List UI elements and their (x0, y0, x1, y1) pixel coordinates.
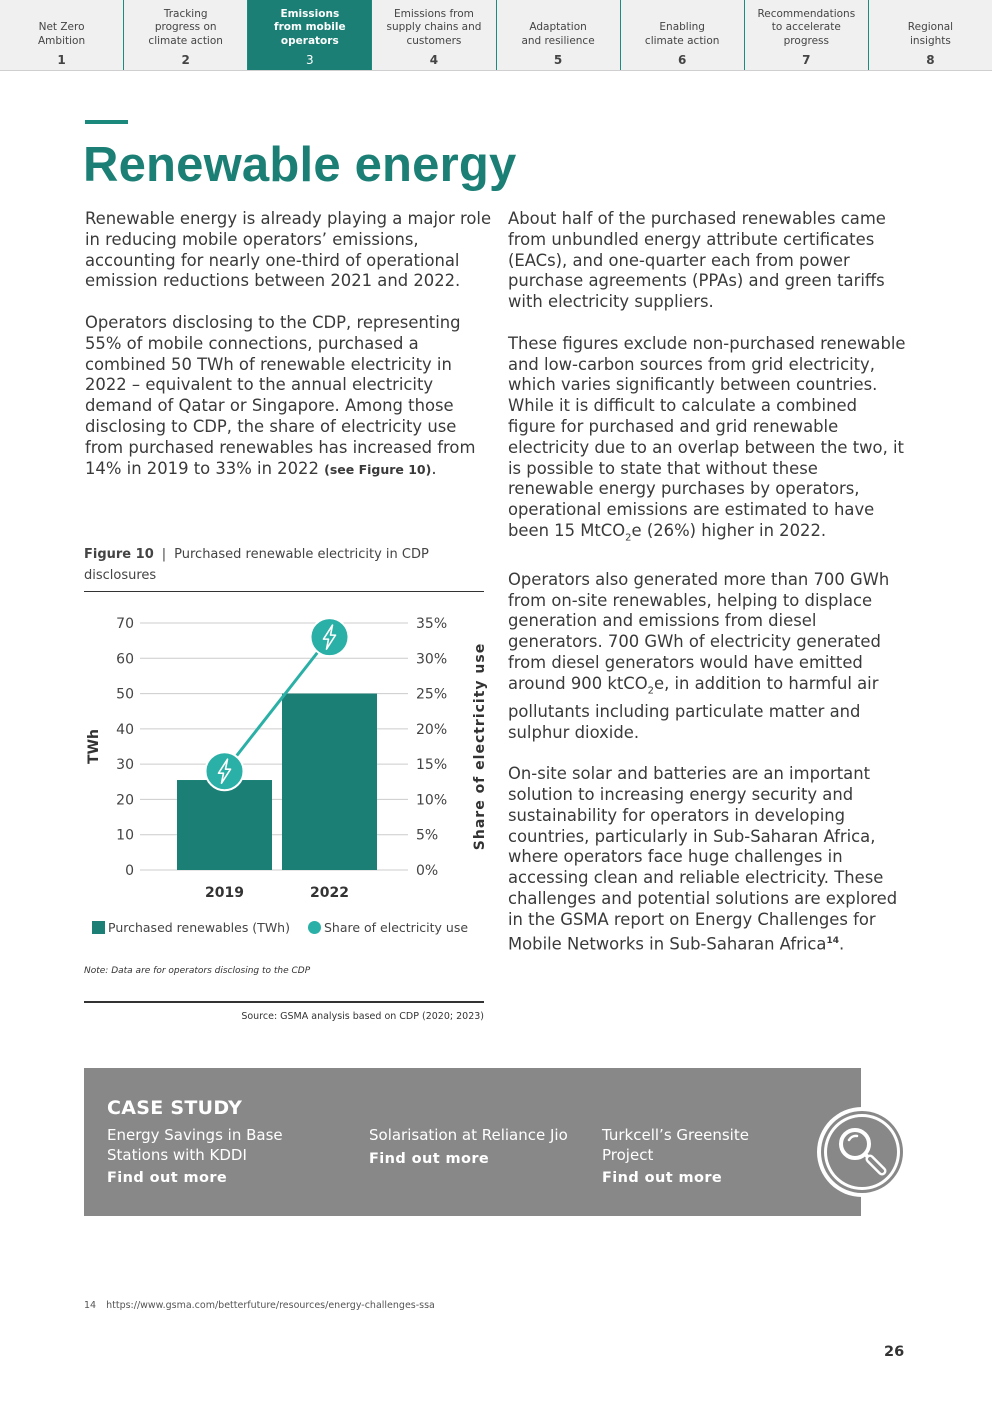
nav-tab-4[interactable] (372, 0, 496, 70)
nav-tab-2[interactable] (124, 0, 248, 70)
footnote-ref[interactable]: 14 (826, 935, 839, 946)
page-number: 26 (884, 1344, 905, 1360)
legend-item-share (308, 920, 468, 935)
left-column (85, 209, 495, 501)
nav-tab-number: 7 (802, 53, 811, 67)
y-right-tick-label: 15% (416, 757, 448, 774)
right-paragraph-1: About half of the purchased renewables came from unbundled energy attribute certificates (EACs), and one-quarter each from power purchase agreements (PPAs) and green tariffs with electricity suppliers. (508, 209, 886, 312)
figure-source: Source: GSMA analysis based on CDP (2020; 2023) (241, 1011, 484, 1022)
find-out-more-link-turkcell[interactable]: Find out more (602, 1170, 723, 1186)
nav-tab-5[interactable] (497, 0, 621, 70)
right-paragraph-2: These figures exclude non-purchased renewable and low-carbon sources from grid electricity, which varies significantly between countries. While it is difficult to calculate a combined figure for purchased and grid renewable electricity due to an overlap between the two, it is possible to state that without these renewable energy purchases by operators, operational emissions are estimated to have been 15 MtCO$_2$e (26%) higher in 2022. (508, 333, 906, 544)
bar-2019 (177, 780, 272, 870)
find-out-more-link-jio[interactable]: Find out more (369, 1150, 490, 1167)
y-tick-label: 70 (116, 616, 134, 632)
renewables-chart (84, 600, 494, 910)
left-paragraph-2: Operators disclosing to the CDP, representing 55% of mobile connections, purchased a combined 50 TWh of renewable electricity in 2022 – equivalent to the annual electricity demand of Qatar or Singapore. Among those disclosing to CDP, the share of electricity use from purchased renewables has increased from 14% in 2019 to 33% in 2022 (see Figure 10). (85, 312, 476, 478)
chart-legend (92, 920, 468, 935)
y-right-tick-label: 25% (416, 686, 448, 703)
nav-tab-3-active[interactable] (248, 0, 372, 70)
y-right-tick-label: 20% (416, 721, 448, 738)
nav-tab-number: 1 (57, 53, 66, 67)
section-nav (0, 0, 992, 71)
y-right-tick-label: 5% (416, 827, 439, 844)
case-study-title: Solarisation at Reliance Jio (369, 1126, 568, 1144)
nav-tab-label: Emissions from supply chains and customers (386, 7, 482, 47)
bar-2022 (282, 694, 377, 870)
legend-swatch-dot (308, 921, 321, 934)
y-right-tick-label: 10% (416, 792, 448, 809)
nav-tab-label: Emissions from mobile operators (274, 7, 346, 47)
nav-tab-number: 8 (926, 53, 935, 67)
title-accent-bar (85, 120, 128, 124)
nav-tab-number: 3 (305, 53, 314, 67)
y-tick-label: 60 (116, 651, 134, 668)
page-title: Renewable energy (83, 138, 517, 192)
legend-label-share: Share of electricity use (323, 920, 469, 935)
y-tick-label: 30 (116, 757, 134, 774)
footnote-link[interactable]: https://www.gsma.com/betterfuture/resources/energy-challenges-ssa (106, 1300, 435, 1311)
y-right-tick-label: 35% (416, 616, 448, 632)
y-right-tick-label: 30% (416, 651, 448, 668)
case-study-item-jio (369, 1126, 569, 1167)
nav-tab-7[interactable] (745, 0, 869, 70)
y-right-tick-label: 0% (416, 863, 439, 879)
case-study-heading: CASE STUDY (107, 1097, 243, 1119)
nav-tab-label: Tracking progress on climate action (148, 7, 223, 47)
figure-top-rule (84, 591, 484, 592)
nav-tab-label: Adaptation and resilience (521, 21, 595, 47)
y-tick-label: 10 (116, 827, 134, 844)
case-study-item-kddi (107, 1126, 327, 1186)
nav-tab-label: Net Zero Ambition (38, 21, 86, 47)
footnote: 14 https://www.gsma.com/betterfuture/resources/energy-challenges-ssa (84, 1300, 435, 1311)
nav-tab-label: Regional insights (907, 21, 954, 47)
nav-tab-6[interactable] (621, 0, 745, 70)
case-study-panel (84, 1068, 861, 1216)
left-paragraph-1: Renewable energy is already playing a major role in reducing mobile operators’ emissions, accounting for nearly one-third of operational emission reductions between 2021 and 2022. (85, 209, 492, 291)
nav-tab-label: Recommendations to accelerate progress (757, 7, 856, 47)
figure-note: Note: Data are for operators disclosing to the CDP (84, 966, 311, 976)
right-paragraph-3: Operators also generated more than 700 GWh from on-site renewables, helping to displace generation and emissions from diesel generators. 700 GWh of electricity generated from diesel generators would have emitted around 900 ktCO$_2$e, in addition to harmful air pollutants including particulate matter and sulphur dioxide. (508, 569, 890, 742)
legend-label-bars: Purchased renewables (TWh) (108, 920, 290, 935)
y-tick-label: 0 (125, 863, 134, 879)
y-tick-label: 50 (116, 686, 134, 703)
y-axis-title: TWh (86, 729, 102, 764)
nav-tab-1[interactable] (0, 0, 124, 70)
figure-caption: Figure 10 | Purchased renewable electricity in CDP disclosures (84, 547, 429, 583)
share-point-2019 (206, 752, 244, 790)
right-column (508, 209, 908, 976)
nav-tab-number: 6 (678, 53, 687, 67)
nav-tab-number: 5 (553, 53, 563, 67)
y-right-axis-title: Share of electricity use (472, 642, 488, 851)
right-paragraph-4: On-site solar and batteries are an important solution to increasing energy security and sustainability for operators in developing countries, particularly in Sub-Saharan Africa, where operators face huge challenges in accessing clean and reliable electricity. These challenges and potential solutions are explored in the GSMA report on Energy Challenges for Mobile Networks in Sub-Saharan Africa$^{14}$. (508, 764, 898, 954)
y-tick-label: 20 (116, 792, 134, 809)
share-point-2022 (311, 618, 349, 656)
x-tick-label: 2019 (205, 885, 244, 901)
legend-item-bars (92, 920, 290, 935)
nav-tab-number: 4 (429, 53, 439, 67)
case-study-title: Turkcell’s Greensite Project (602, 1126, 749, 1164)
nav-tab-number: 2 (181, 53, 190, 67)
figure-bottom-rule (84, 1001, 484, 1003)
find-out-more-link-kddi[interactable]: Find out more (107, 1170, 228, 1186)
magnifier-icon (816, 1106, 908, 1198)
y-tick-label: 40 (116, 721, 134, 738)
case-study-title: Energy Savings in Base Stations with KDDI (107, 1126, 283, 1164)
nav-tab-label: Enabling climate action (644, 21, 720, 47)
case-study-item-turkcell (602, 1126, 792, 1186)
legend-swatch-bar (92, 921, 105, 934)
figure-reference: (see Figure 10) (324, 461, 432, 477)
nav-tab-8[interactable] (869, 0, 992, 70)
x-tick-label: 2022 (310, 885, 349, 901)
